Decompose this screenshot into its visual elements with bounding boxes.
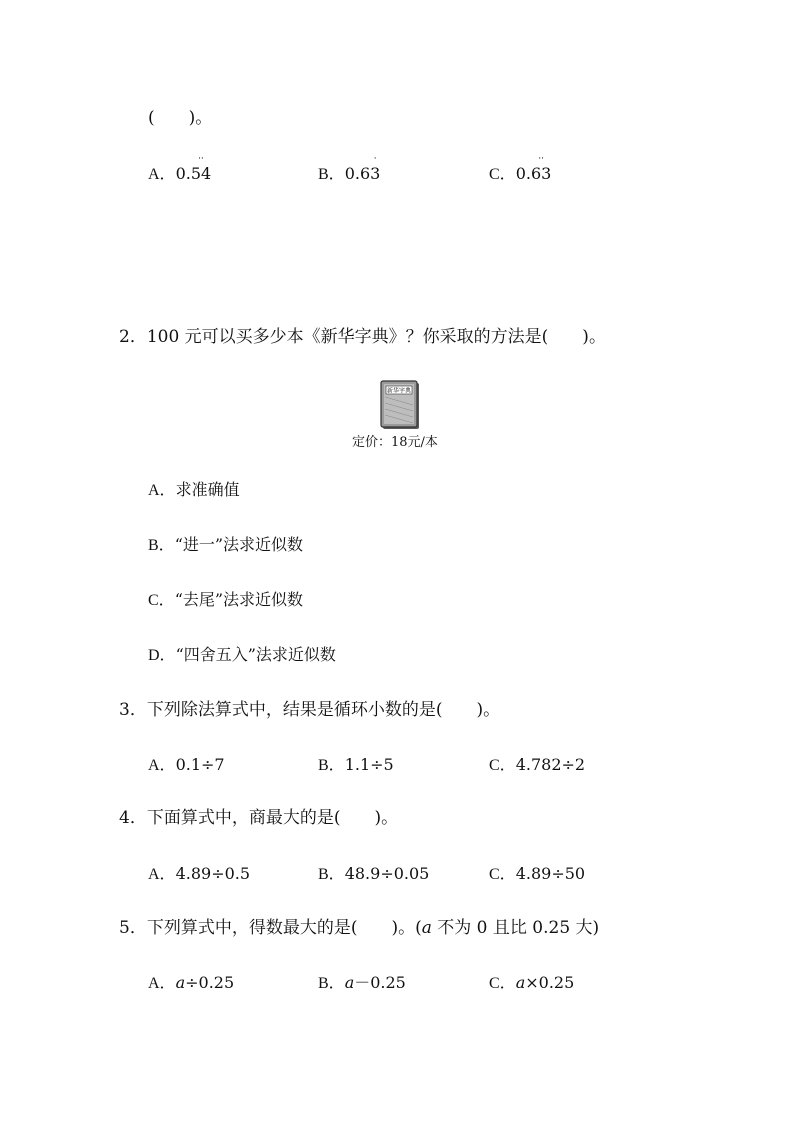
q2-option-d[interactable] bbox=[148, 645, 336, 666]
repeat-dots: ·· bbox=[538, 154, 544, 164]
q2-stem bbox=[119, 327, 606, 347]
option-letter: B． bbox=[318, 975, 345, 992]
q3-stem bbox=[119, 700, 500, 720]
repeat-value: 54 bbox=[190, 164, 212, 183]
q1-option-a[interactable] bbox=[148, 154, 212, 185]
repeat-dots: · bbox=[373, 154, 377, 164]
option-letter: C． bbox=[489, 757, 516, 774]
q4-option-c[interactable] bbox=[489, 864, 585, 885]
option-letter: B． bbox=[318, 166, 345, 183]
question-text-tail: 不为 0 且比 0.25 大) bbox=[431, 918, 600, 938]
option-text: 1.1÷5 bbox=[344, 755, 394, 774]
variable-a: a bbox=[175, 973, 186, 992]
variable-a: a bbox=[421, 918, 432, 938]
option-int: 0. bbox=[515, 164, 531, 183]
question-number: 5． bbox=[119, 918, 147, 938]
question-number: 2． bbox=[119, 327, 147, 347]
option-text: 0.1÷7 bbox=[175, 755, 225, 774]
q2-option-c[interactable] bbox=[148, 590, 303, 611]
q4-option-b[interactable] bbox=[318, 864, 429, 885]
book-title: 新华字典 bbox=[386, 387, 412, 395]
option-letter: B． bbox=[318, 866, 345, 883]
repeating-digits bbox=[370, 154, 381, 184]
option-letter: A． bbox=[148, 975, 176, 992]
q5-option-b[interactable] bbox=[318, 973, 406, 994]
q2-option-b[interactable] bbox=[148, 535, 303, 556]
option-text: 求准确值 bbox=[175, 480, 240, 499]
q3-option-a[interactable] bbox=[148, 755, 225, 776]
q4-stem bbox=[119, 808, 398, 828]
option-text: ÷0.25 bbox=[185, 973, 235, 992]
question-text: 下列除法算式中，结果是循环小数的是( )。 bbox=[146, 700, 501, 720]
option-int: 0. bbox=[175, 164, 191, 183]
option-letter: C． bbox=[489, 975, 516, 992]
book-price-label: 定价：18元/本 bbox=[352, 435, 438, 450]
q4-option-a[interactable] bbox=[148, 864, 250, 885]
option-letter: A． bbox=[148, 482, 176, 499]
option-letter: C． bbox=[489, 866, 516, 883]
q5-option-a[interactable] bbox=[148, 973, 234, 994]
repeat-dots: ·· bbox=[198, 154, 204, 164]
question-text: 下面算式中，商最大的是( )。 bbox=[146, 808, 399, 828]
question-text: 100 元可以买多少本《新华字典》？你采取的方法是( )。 bbox=[146, 327, 606, 347]
option-text: －0.25 bbox=[354, 973, 406, 992]
question-number: 3． bbox=[119, 700, 147, 720]
question-number: 4． bbox=[119, 808, 147, 828]
option-text: “去尾”法求近似数 bbox=[174, 590, 304, 609]
variable-a: a bbox=[515, 973, 526, 992]
q1-answer-blank: ( )。 bbox=[148, 108, 213, 128]
q2-option-a[interactable] bbox=[148, 480, 240, 501]
q1-option-c[interactable] bbox=[489, 154, 552, 185]
option-text: “四舍五入”法求近似数 bbox=[175, 645, 336, 664]
variable-a: a bbox=[344, 973, 355, 992]
option-text: 48.9÷0.05 bbox=[344, 864, 430, 883]
q3-option-c[interactable] bbox=[489, 755, 585, 776]
option-letter: C． bbox=[148, 592, 175, 609]
option-letter: A． bbox=[148, 166, 176, 183]
option-letter: D． bbox=[148, 647, 176, 664]
q5-stem bbox=[119, 918, 599, 938]
option-text: “进一”法求近似数 bbox=[174, 535, 304, 554]
q1-option-b[interactable] bbox=[318, 154, 381, 185]
option-text: ×0.25 bbox=[525, 973, 575, 992]
option-text: 4.89÷50 bbox=[515, 864, 586, 883]
option-letter: A． bbox=[148, 757, 176, 774]
option-text: 4.89÷0.5 bbox=[175, 864, 251, 883]
question-text: 下列算式中，得数最大的是( )。( bbox=[146, 918, 422, 938]
option-letter: B． bbox=[148, 537, 175, 554]
q3-option-b[interactable] bbox=[318, 755, 394, 776]
option-letter: C． bbox=[489, 166, 516, 183]
option-letter: A． bbox=[148, 866, 176, 883]
option-letter: B． bbox=[318, 757, 345, 774]
option-text: 4.782÷2 bbox=[515, 755, 586, 774]
q5-option-c[interactable] bbox=[489, 973, 574, 994]
repeating-digits bbox=[530, 154, 552, 184]
dictionary-book-icon bbox=[379, 379, 423, 431]
option-int: 0.6 bbox=[344, 164, 371, 183]
repeating-digits bbox=[190, 154, 212, 184]
repeat-value: 63 bbox=[530, 164, 552, 183]
repeat-value: 3 bbox=[370, 164, 381, 183]
